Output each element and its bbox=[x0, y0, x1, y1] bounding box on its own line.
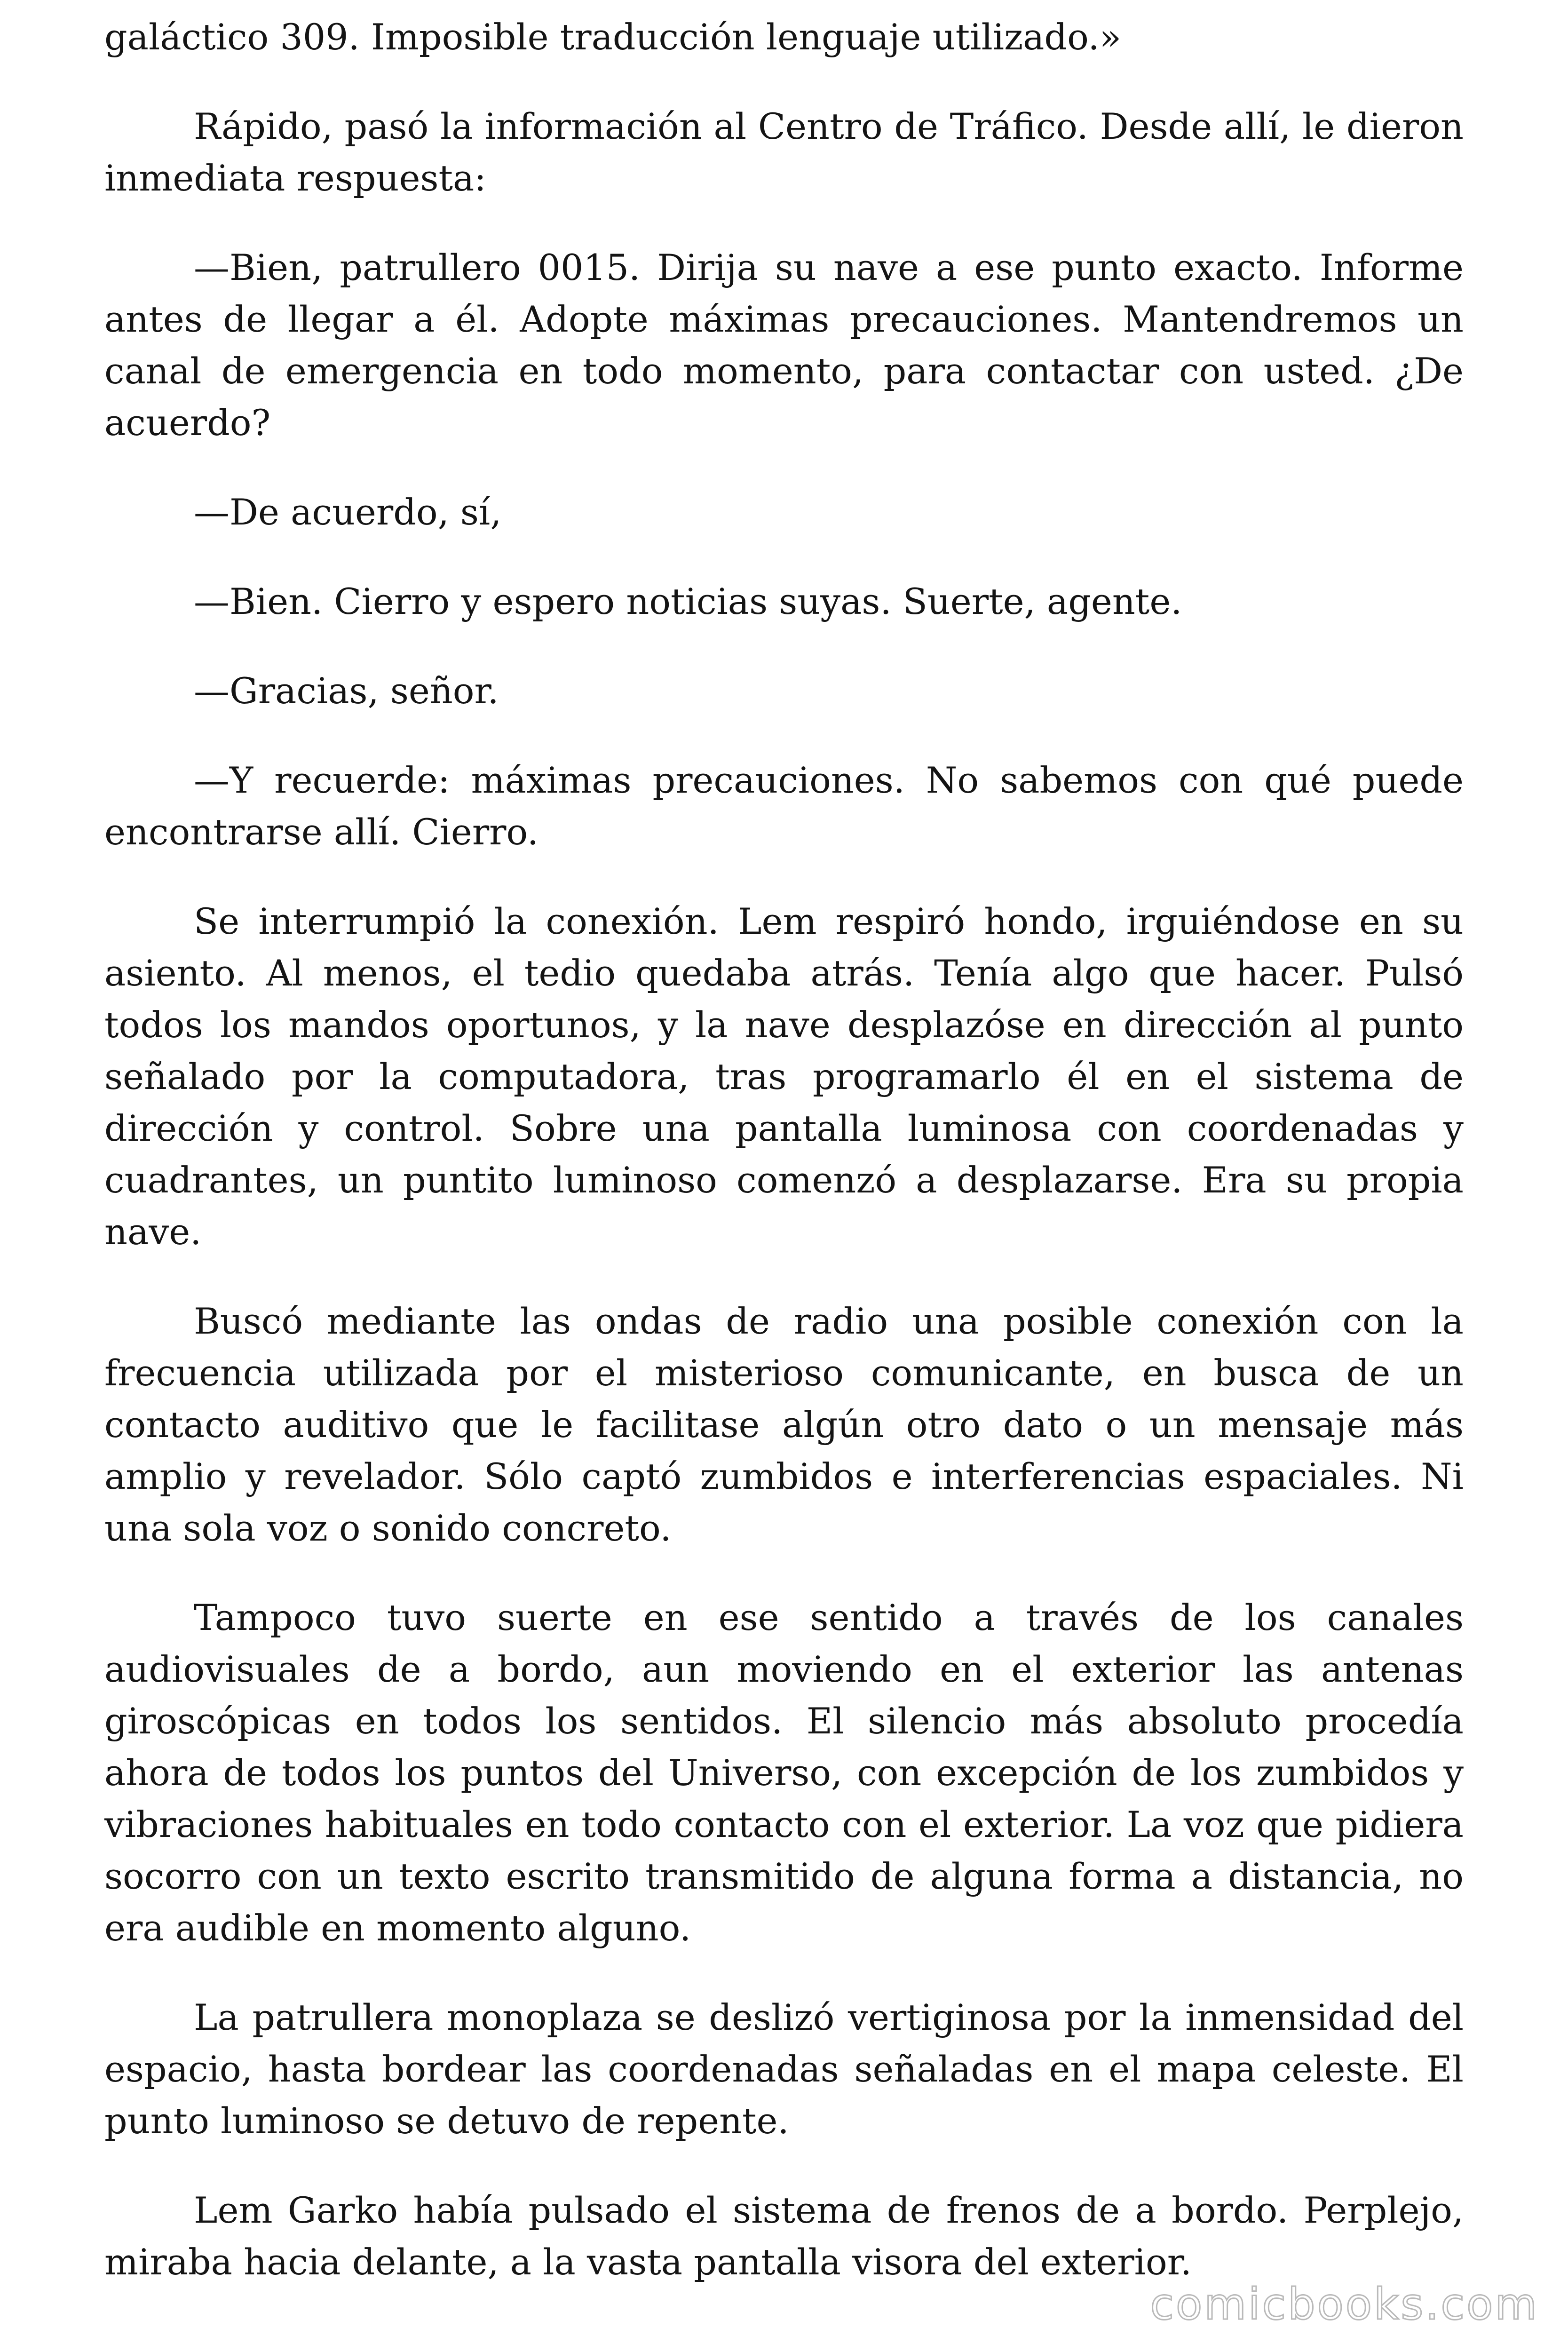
paragraph: Buscó mediante las ondas de radio una posible conexión con la frecuencia utilizada por el misterioso comunicante, en busca de un contacto auditivo que le facilitase algún otro dato o un mensaje más amplio y revelador. Sólo captó zumbidos e interferencias espaciales. Ni una sola voz o sonido concreto. bbox=[104, 1300, 1464, 1549]
paragraph: —Bien, patrullero 0015. Dirija su nave a ese punto exacto. Informe antes de llegar a él. Adopte máximas precauciones. Mantendremos un canal de emergencia en todo momento, para contactar con usted. ¿De acuerdo? bbox=[104, 246, 1464, 444]
paragraph: Tampoco tuvo suerte en ese sentido a través de los canales audiovisuales de a bordo, aun moviendo en el exterior las antenas giroscópicas en todos los sentidos. El silencio más absoluto procedía ahora de todos los puntos del Universo, con excepción de los zumbidos y vibraciones habituales en todo contacto con el exterior. La voz que pidiera socorro con un texto escrito transmitido de alguna forma a distancia, no era audible en momento alguno. bbox=[104, 1597, 1464, 1949]
paragraph: —Bien. Cierro y espero noticias suyas. Suerte, agente. bbox=[194, 580, 1182, 622]
paragraph: Se interrumpió la conexión. Lem respiró hondo, irguiéndose en su asiento. Al menos, el tedio quedaba atrás. Tenía algo que hacer. Pulsó todos los mandos oportunos, y la nave desplazóse en dirección al punto señalado por la computadora, tras programarlo él en el sistema de dirección y control. Sobre una pantalla luminosa con coordenadas y cuadrantes, un puntito luminoso comenzó a desplazarse. Era su propia nave. bbox=[104, 900, 1464, 1253]
paragraph: Rápido, pasó la información al Centro de Tráfico. Desde allí, le dieron inmediata respuesta: bbox=[104, 105, 1464, 199]
paragraph: Lem Garko había pulsado el sistema de frenos de a bordo. Perplejo, miraba hacia delante, a la vasta pantalla visora del exterior. bbox=[104, 2189, 1464, 2283]
paragraph: La patrullera monoplaza se deslizó vertiginosa por la inmensidad del espacio, hasta bordear las coordenadas señaladas en el mapa celeste. El punto luminoso se detuvo de repente. bbox=[104, 1996, 1464, 2142]
paragraph: —Gracias, señor. bbox=[194, 670, 499, 712]
paragraph: galáctico 309. Imposible traducción lenguaje utilizado.» bbox=[104, 16, 1122, 58]
page-text bbox=[104, 11, 1464, 2288]
watermark: comicbooks.com bbox=[1150, 2279, 1539, 2329]
paragraph: —De acuerdo, sí, bbox=[194, 491, 502, 533]
paragraph: —Y recuerde: máximas precauciones. No sabemos con qué puede encontrarse allí. Cierro. bbox=[104, 759, 1464, 853]
